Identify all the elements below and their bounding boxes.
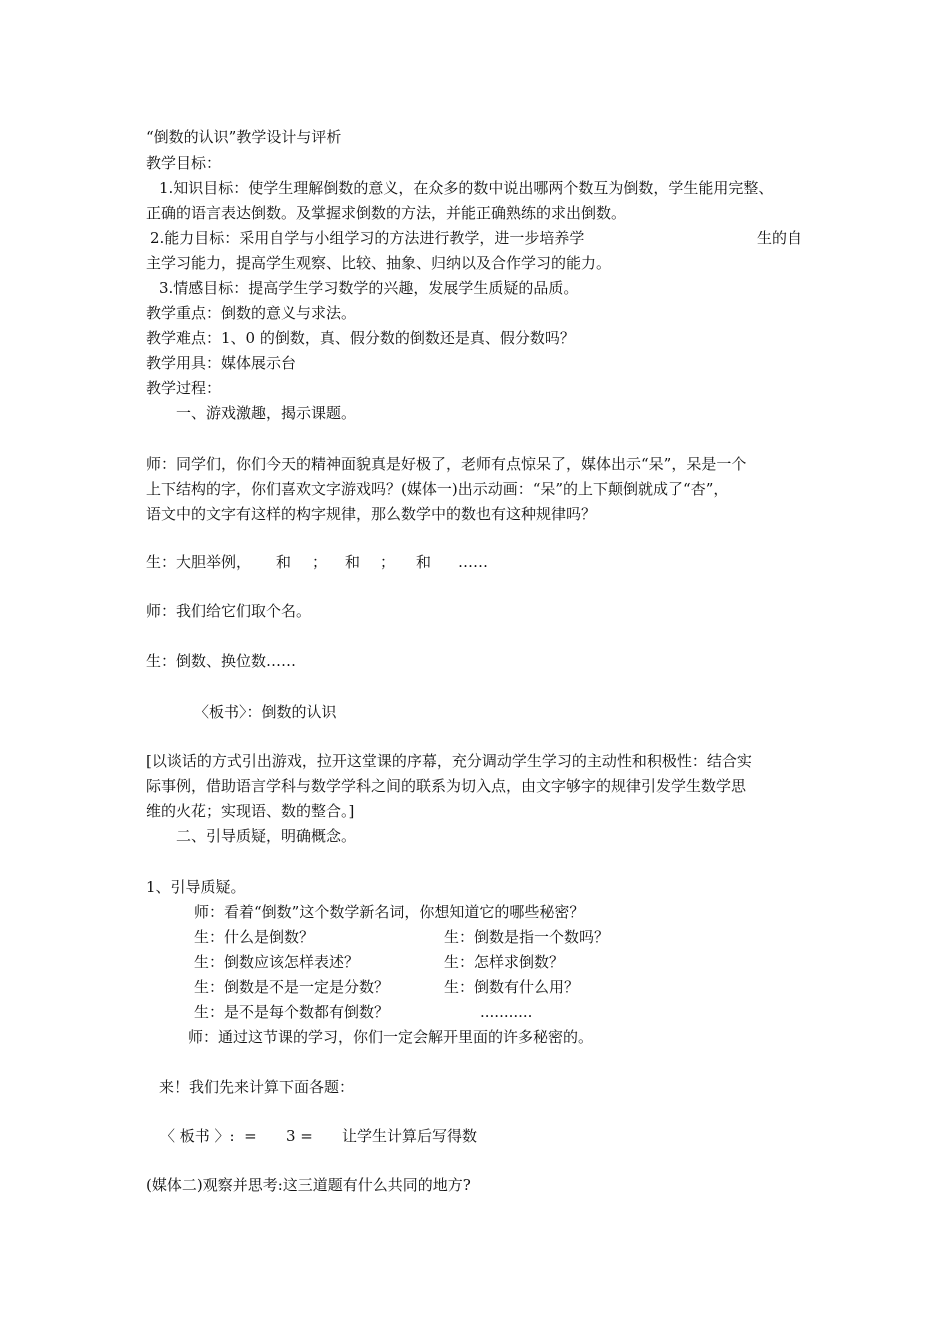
question-right: 生：怎样求倒数？ (444, 953, 565, 971)
goal-ability-line2: 主学习能力，提高学生观察、比较、抽象、归纳以及合作学习的能力。 (146, 254, 612, 272)
board-note-2-instruction: 让学生计算后写得数 (342, 1127, 478, 1145)
question-right: 生：倒数有什么用？ (444, 978, 580, 996)
tools: 教学用具：媒体展示台 (146, 354, 297, 372)
board-note-2-equation: 3 = (286, 1127, 313, 1145)
difficulty: 教学难点：1、0 的倒数，真、假分数的倒数还是真、假分数吗？ (146, 329, 575, 347)
goal-knowledge-line1: 1.知识目标：使学生理解倒数的意义，在众多的数中说出哪两个数互为倒数，学生能用完整、 (159, 179, 774, 197)
teacher-line1-2: 上下结构的字，你们喜欢文字游戏吗？(媒体一)出示动画：“呆”的上下颠倒就成了“杏”， (146, 480, 729, 498)
key-point: 教学重点：倒数的意义与求法。 (146, 304, 357, 322)
goal-ability-line1b: 生的自 (757, 229, 803, 247)
section-1-heading: 一、游戏激趣，揭示课题。 (176, 404, 357, 422)
board-note-2-label: 〈 板书 〉: = (160, 1127, 257, 1145)
question-left: 生：什么是倒数？ (194, 928, 315, 946)
comment-line1: [以谈话的方式引出游戏，拉开这堂课的序幕，充分调动学生学习的主动性和积极性：结合实 (146, 752, 752, 770)
board-note-1: 〈板书〉：倒数的认识 (194, 703, 337, 721)
student-examples-and-3: 和 (416, 553, 432, 571)
goal-knowledge-line2: 正确的语言表达倒数。及掌握求倒数的方法，并能正确熟练的求出倒数。 (146, 204, 627, 222)
calc-intro: 来！我们先来计算下面各题： (159, 1078, 355, 1096)
goals-heading: 教学目标： (146, 154, 222, 172)
student-examples-semicolon-1: ； (312, 553, 328, 571)
student-examples-and-2: 和 (345, 553, 361, 571)
board-note-2 (160, 1126, 560, 1146)
teacher-line2: 师：我们给它们取个名。 (146, 602, 312, 620)
question-right: ........... (480, 1003, 533, 1021)
question-left: 生：是不是每个数都有倒数？ (194, 1003, 390, 1021)
teacher-line4: 师：通过这节课的学习，你们一定会解开里面的许多秘密的。 (188, 1028, 594, 1046)
question-row-3 (194, 977, 694, 997)
teacher-line1-1: 师：同学们，你们今天的精神面貌真是好极了，老师有点惊呆了，媒体出示“呆”，呆是一个 (146, 455, 747, 473)
student-examples-ellipsis: …… (458, 553, 488, 571)
media-2-prompt: (媒体二)观察并思考:这三道题有什么共同的地方? (146, 1176, 471, 1194)
page-title: “倒数的认识”教学设计与评析 (146, 128, 342, 146)
teacher-line3: 师：看着“倒数”这个数学新名词，你想知道它的哪些秘密？ (194, 903, 585, 921)
question-left: 生：倒数应该怎样表述？ (194, 953, 360, 971)
goal-emotion: 3.情感目标：提高学生学习数学的兴趣，发展学生质疑的品质。 (159, 279, 579, 297)
student-examples-lead: 生：大胆举例， (146, 553, 252, 571)
student-examples-semicolon-2: ； (380, 553, 396, 571)
question-row-1 (194, 927, 694, 947)
question-right: 生：倒数是指一个数吗？ (444, 928, 610, 946)
comment-line3: 维的火花；实现语、数的整合。] (146, 802, 355, 820)
process-heading: 教学过程： (146, 379, 222, 397)
student-examples (146, 552, 546, 572)
section-2-heading: 二、引导质疑，明确概念。 (176, 827, 357, 845)
student-line2: 生：倒数、换位数…… (146, 652, 297, 670)
subsection-1: 1、引导质疑。 (146, 878, 246, 896)
question-row-2 (194, 952, 694, 972)
question-row-4 (194, 1002, 694, 1022)
teacher-line1-3: 语文中的文字有这样的构字规律，那么数学中的数也有这种规律吗？ (146, 505, 597, 523)
comment-line2: 际事例，借助语言学科与数学学科之间的联系为切入点，由文字够字的规律引发学生数学思 (146, 777, 747, 795)
goal-ability-line1a: 2.能力目标：采用自学与小组学习的方法进行教学，进一步培养学 (150, 229, 585, 247)
student-examples-and-1: 和 (276, 553, 292, 571)
question-left: 生：倒数是不是一定是分数？ (194, 978, 390, 996)
